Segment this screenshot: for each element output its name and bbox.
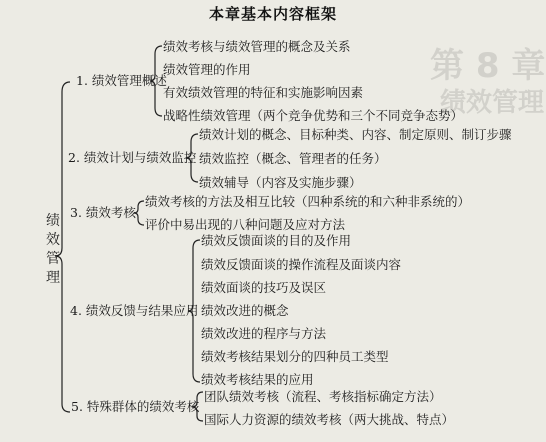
section-2-item: 绩效监控（概念、管理者的任务） xyxy=(199,151,387,166)
section-2-item: 绩效计划的概念、目标种类、内容、制定原则、制订步骤 xyxy=(199,127,512,142)
section-3-item: 评价中易出现的八种问题及应对方法 xyxy=(145,217,346,232)
section-4-item: 绩效反馈面谈的目的及作用 xyxy=(201,233,352,248)
section-3-label: 3. 绩效考核 xyxy=(70,205,136,220)
root-label-char: 效 xyxy=(46,232,60,248)
section-4-item: 绩效改进的程序与方法 xyxy=(201,326,327,341)
section-3-item: 绩效考核的方法及相互比较（四种系统的和六种非系统的） xyxy=(145,194,471,209)
section-4-item: 绩效考核结果划分的四种员工类型 xyxy=(201,349,389,364)
page-title: 本章基本内容框架 xyxy=(208,5,337,23)
bleed-through-chapter-title: 绩效管理 xyxy=(440,88,545,118)
section-1-label: 1. 绩效管理概述 xyxy=(76,73,167,88)
section-2-label: 2. 绩效计划与绩效监控 xyxy=(68,150,197,165)
section-5-item: 团队绩效考核（流程、考核指标确定方法） xyxy=(204,389,442,404)
section-1-item: 绩效考核与绩效管理的概念及关系 xyxy=(163,39,351,54)
section-4-item: 绩效反馈面谈的操作流程及面谈内容 xyxy=(201,257,402,272)
bleed-through-chapter-number: 第 8 章 xyxy=(430,46,546,86)
section-4-label: 4. 绩效反馈与结果应用 xyxy=(70,303,199,318)
section-5-item: 国际人力资源的绩效考核（两大挑战、特点） xyxy=(204,412,455,427)
section-1-item: 有效绩效管理的特征和实施影响因素 xyxy=(163,85,364,100)
root-label-char: 管 xyxy=(46,251,60,267)
section-5-label: 5. 特殊群体的绩效考核 xyxy=(71,399,200,414)
section-4-item: 绩效面谈的技巧及误区 xyxy=(201,280,327,295)
section-1-item: 绩效管理的作用 xyxy=(163,62,251,77)
root-label-char: 绩 xyxy=(46,213,60,229)
root-label-char: 理 xyxy=(46,270,60,286)
section-4-item: 绩效考核结果的应用 xyxy=(201,372,314,387)
section-1-item: 战略性绩效管理（两个竞争优势和三个不同竞争态势） xyxy=(163,108,464,123)
root-label xyxy=(44,212,62,288)
section-2-item: 绩效辅导（内容及实施步骤） xyxy=(199,175,362,190)
section-4-item: 绩效改进的概念 xyxy=(201,303,289,318)
